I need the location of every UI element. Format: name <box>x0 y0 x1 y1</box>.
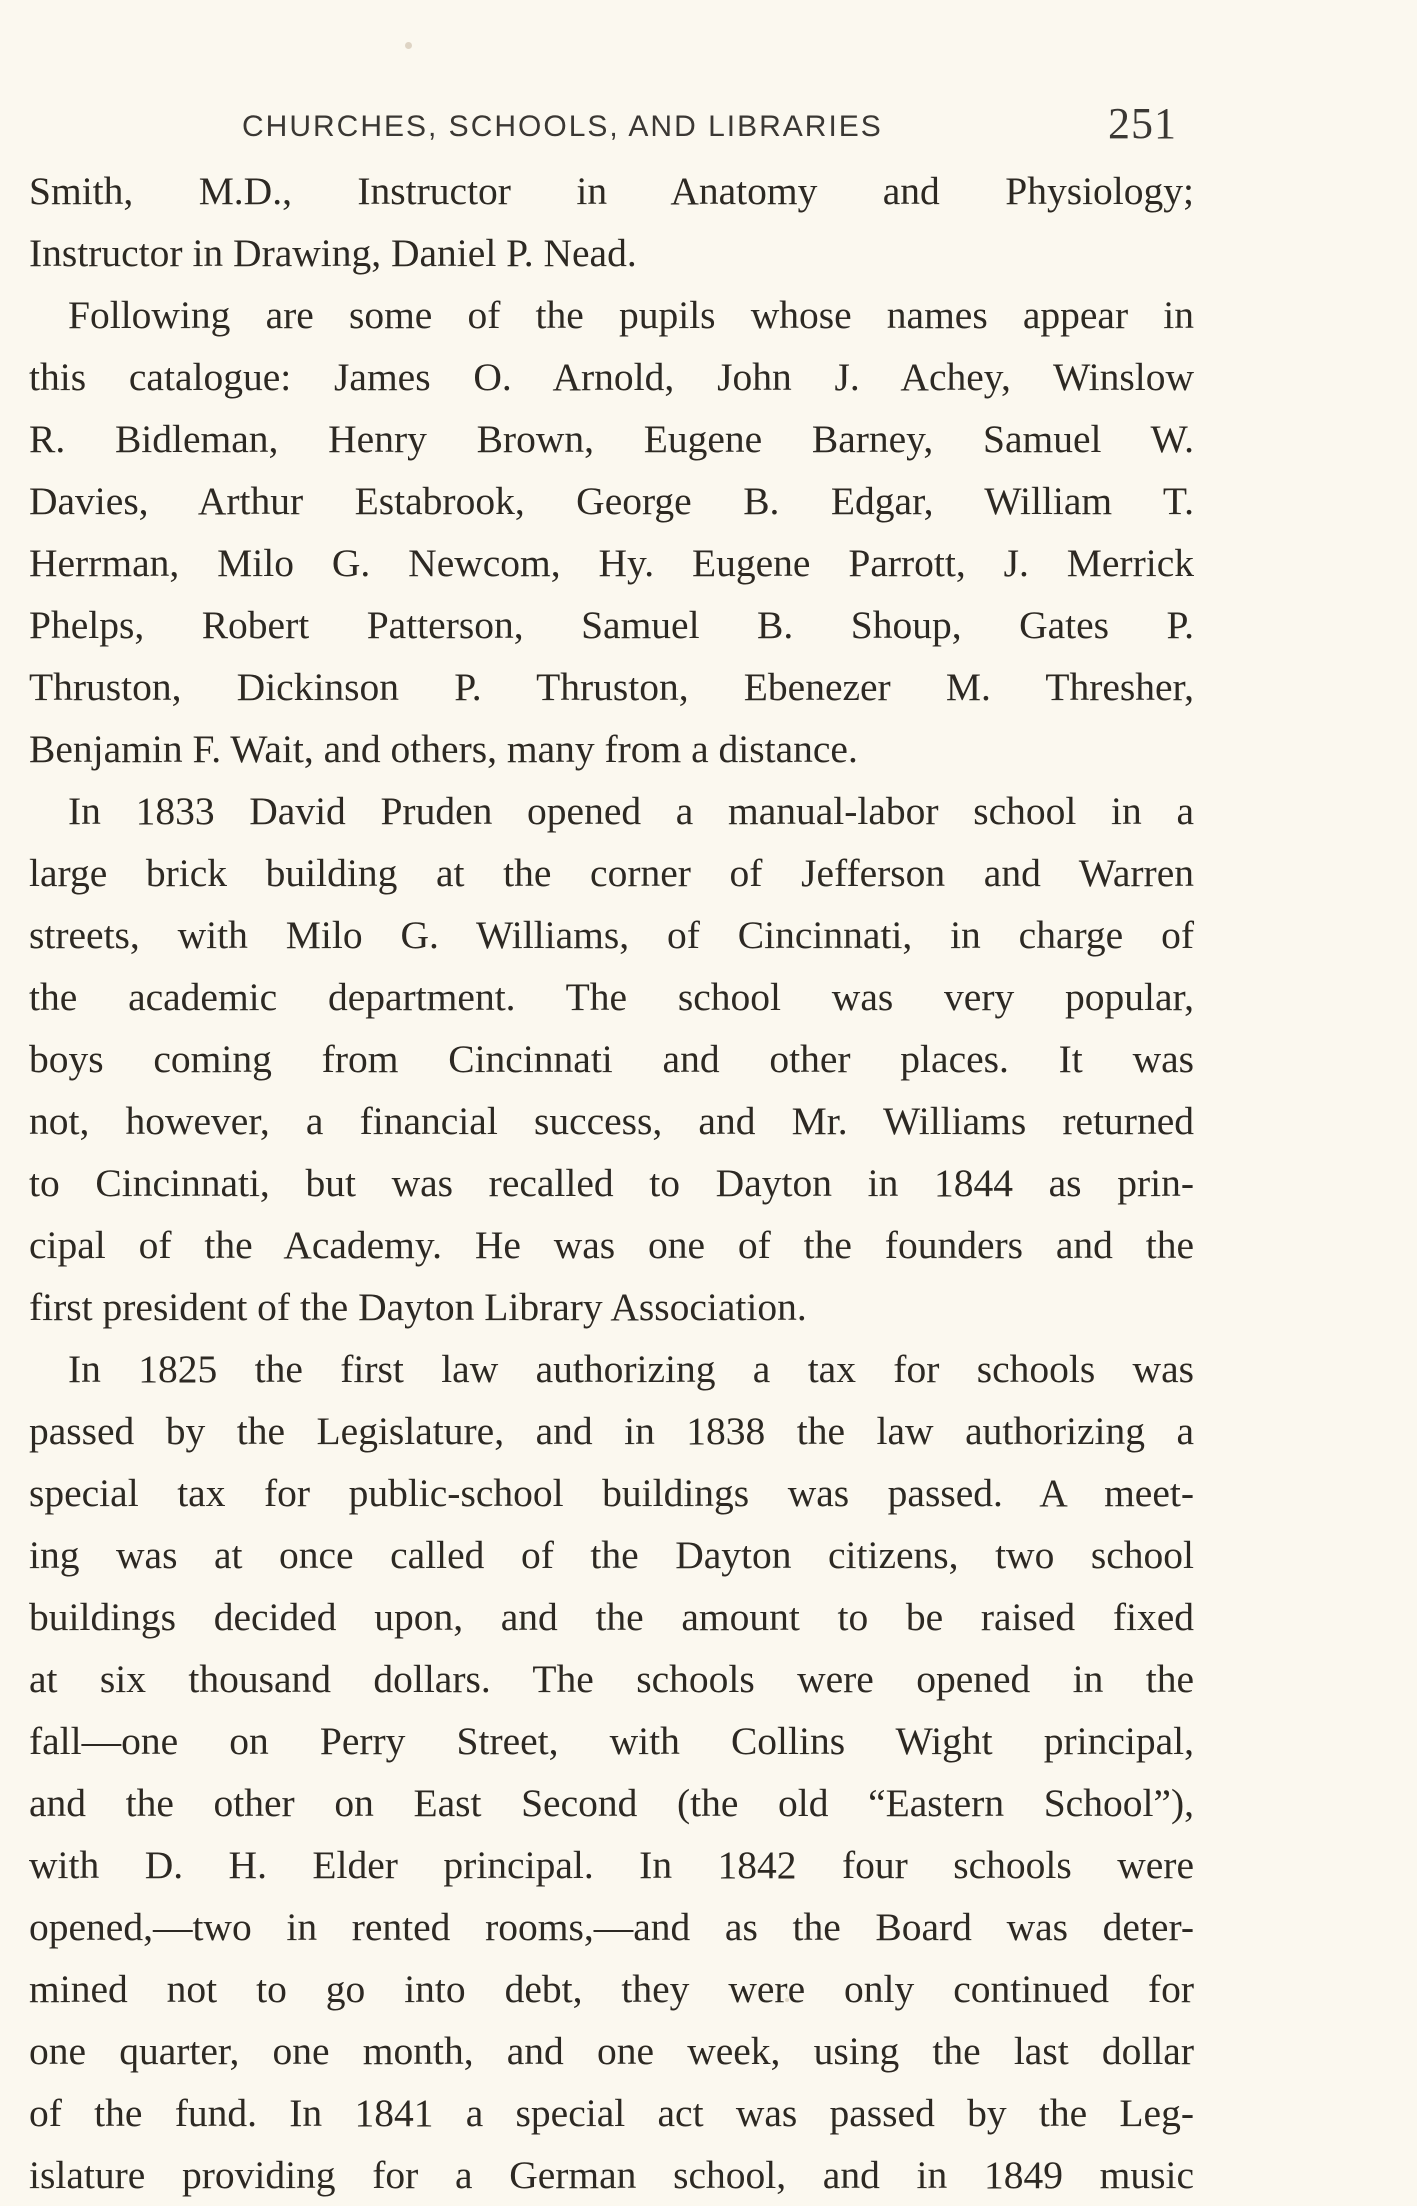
text-line: with D. H. Elder principal. In 1842 four schools were <box>29 1843 1194 1887</box>
text-line: large brick building at the corner of Jefferson and Warren <box>29 851 1194 895</box>
text-line: first president of the Dayton Library Association. <box>29 1285 807 1329</box>
running-header <box>242 96 1177 156</box>
text-line: Phelps, Robert Patterson, Samuel B. Shoup, Gates P. <box>29 603 1194 647</box>
text-line: Following are some of the pupils whose names appear in <box>68 293 1194 337</box>
text-line: opened,—two in rented rooms,—and as the Board was deter- <box>29 1905 1194 1949</box>
text-line: and the other on East Second (the old “Eastern School”), <box>29 1781 1194 1825</box>
text-line: mined not to go into debt, they were only continued for <box>29 1967 1194 2011</box>
text-line: cipal of the Academy. He was one of the founders and the <box>29 1223 1194 1267</box>
page-number: 251 <box>1108 99 1177 148</box>
text-line: ing was at once called of the Dayton citizens, two school <box>29 1533 1194 1577</box>
text-line: one quarter, one month, and one week, using the last dollar <box>29 2029 1194 2073</box>
text-line: Thruston, Dickinson P. Thruston, Ebenezer M. Thresher, <box>29 665 1194 709</box>
text-line: not, however, a financial success, and Mr. Williams returned <box>29 1099 1194 1143</box>
text-line: Benjamin F. Wait, and others, many from a distance. <box>29 727 858 771</box>
running-title: CHURCHES, SCHOOLS, AND LIBRARIES <box>242 110 883 143</box>
text-line: islature providing for a German school, and in 1849 music <box>29 2153 1194 2197</box>
text-line: buildings decided upon, and the amount to be raised fixed <box>29 1595 1194 1639</box>
text-line: fall—one on Perry Street, with Collins Wight principal, <box>29 1719 1194 1763</box>
text-line: to Cincinnati, but was recalled to Dayton in 1844 as prin- <box>29 1161 1194 1205</box>
text-line: Herrman, Milo G. Newcom, Hy. Eugene Parrott, J. Merrick <box>29 541 1194 585</box>
text-line: the academic department. The school was very popular, <box>29 975 1194 1019</box>
body-text <box>29 160 1194 2206</box>
text-line: streets, with Milo G. Williams, of Cincinnati, in charge of <box>29 913 1194 957</box>
text-line: boys coming from Cincinnati and other places. It was <box>29 1037 1194 1081</box>
text-line: Davies, Arthur Estabrook, George B. Edgar, William T. <box>29 479 1194 523</box>
text-line: special tax for public-school buildings was passed. A meet- <box>29 1471 1194 1515</box>
text-line: Instructor in Drawing, Daniel P. Nead. <box>29 231 637 275</box>
paper-speck <box>405 42 412 49</box>
text-line: In 1825 the first law authorizing a tax for schools was <box>68 1347 1194 1391</box>
text-line: R. Bidleman, Henry Brown, Eugene Barney, Samuel W. <box>29 417 1194 461</box>
text-line: at six thousand dollars. The schools were opened in the <box>29 1657 1194 1701</box>
text-line: passed by the Legislature, and in 1838 the law authorizing a <box>29 1409 1194 1453</box>
text-line: of the fund. In 1841 a special act was passed by the Leg- <box>29 2091 1194 2135</box>
text-line: Smith, M.D., Instructor in Anatomy and Physiology; <box>29 169 1194 213</box>
text-line: In 1833 David Pruden opened a manual-labor school in a <box>68 789 1194 833</box>
text-line: this catalogue: James O. Arnold, John J. Achey, Winslow <box>29 355 1194 399</box>
